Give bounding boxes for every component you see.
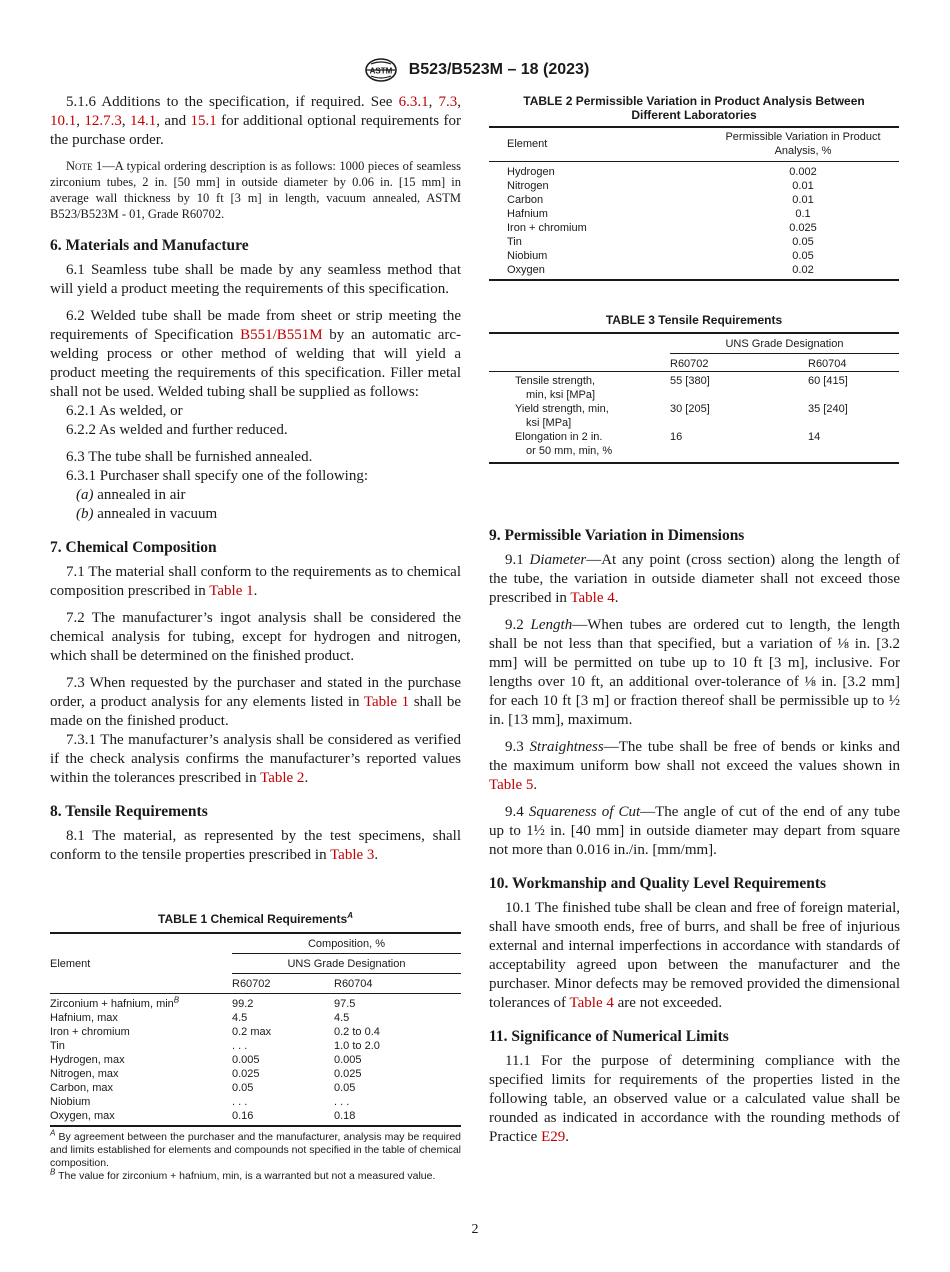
table-3-grid [489,332,899,464]
section-11-heading: 11. Significance of Numerical Limits [489,1028,729,1045]
table-1-grade-2-value: 4.5 [334,1012,350,1024]
table-3-property-cont: min, ksi [MPa] [526,389,596,401]
table-1-grade-2-value: 0.18 [334,1110,356,1122]
table-2-row [489,179,899,193]
table-1-grade-2-value: . . . [334,1096,350,1108]
table-2-variation-value: 0.05 [792,250,814,262]
paragraph-7-1: 7.1 The material shall conform to the requirements as to chemical composition prescribed in Table 1. [50,564,461,599]
section-6-heading: 6. Materials and Manufacture [50,237,249,254]
table-2-variation-value: 0.025 [789,222,817,234]
table-1-element: Oxygen, max [50,1110,115,1122]
table-3-property-cont: ksi [MPa] [526,417,572,429]
section-7-heading: 7. Chemical Composition [50,539,217,556]
table-2-element: Tin [507,236,522,248]
table-1-row [50,1039,461,1053]
table-3-header-uns: UNS Grade Designation [670,333,899,354]
ref-7-3[interactable]: 7.3 [438,94,458,110]
table-3-grade-2-value: 60 [415] [808,375,848,387]
paragraph-6-2: 6.2 Welded tube shall be made from sheet or strip meeting the requirements of Specification B551/B551M by an automatic arc-welding process or other method of welding that will yield a product meeting the requirements of this specification. Filler metal shall not be used. Welded tubing shall be supplied as follows: [50,308,462,400]
table-1-element: Iron + chromium [50,1026,130,1038]
table-3-property: Elongation in 2 in. [515,431,603,443]
table-3-row [489,402,899,430]
table-1-row [50,1095,461,1109]
table-2-variation-value: 0.02 [792,264,814,276]
paragraph-8-1: 8.1 The material, as represented by the test specimens, shall conform to the tensile properties prescribed in Table 3. [50,828,461,863]
table-2-header-element: Element [507,138,548,150]
ref-15-1[interactable]: 15.1 [190,113,217,129]
table-3-property-cell [489,372,670,403]
table-1-header-grade-1: R60702 [232,978,271,990]
table-1-row [50,1109,461,1123]
table-1-grade-2-value: 0.2 to 0.4 [334,1026,380,1038]
ref-table-3[interactable]: Table 3 [330,847,375,863]
paragraph-6-3: 6.3 The tube shall be furnished annealed. [66,449,313,465]
table-1-header-uns: UNS Grade Designation [232,954,461,974]
table-1-element: Niobium [50,1096,91,1108]
table-3-grade-1-value: 30 [205] [670,403,710,415]
table-1-header-grade-2: R60704 [334,978,373,990]
table-2-element: Oxygen [507,264,545,276]
table-2-header-variation: Permissible Variation in Product Analysis, % [725,131,881,157]
table-1 [50,912,461,1183]
table-1-element-cell [50,1109,232,1123]
table-2 [489,94,899,281]
table-2-element: Carbon [507,194,544,206]
table-2-row [489,221,899,235]
left-column [50,93,461,873]
paragraph-10-1: 10.1 The finished tube shall be clean and free of foreign material, shall have smooth ends, free of burrs, and shall be free of injurious external and internal imperfections in accordance with standards of acceptability agreed upon between the manufacturer and the purchaser. Minor defects may be removed provided the dimensional tolerances of Table 4 are not exceeded. [489,900,900,1011]
table-1-element: Zirconium + hafnium, min [50,998,174,1010]
table-1-element: Carbon, max [50,1082,113,1094]
astm-logo-icon [361,58,401,82]
table-1-element-cell [50,994,232,1012]
page-header [0,58,950,82]
table-1-element-cell [50,1067,232,1081]
table-1-grade-1-value: 0.05 [232,1082,254,1094]
table-2-variation-value: 0.01 [792,180,814,192]
paragraph-6-3-1: 6.3.1 Purchaser shall specify one of the following: [66,468,369,484]
table-1-row [50,994,461,1012]
option-b: (b) annealed in vacuum [76,506,218,522]
paragraph-7-3-1: 7.3.1 The manufacturer’s analysis shall be considered as verified if the check analysis confirms the manufacturer’s reported values within the tolerances prescribed in Table 2. [50,732,461,786]
ref-6-3-1[interactable]: 6.3.1 [398,94,429,110]
table-3-header-grade-2: R60704 [808,358,847,370]
table-2-row [489,235,899,249]
table-1-header-composition: Composition, % [232,933,461,954]
right-column [489,526,900,1155]
table-1-grade-1-value: 0.005 [232,1054,260,1066]
page-number: 2 [471,1222,479,1237]
table-3-grade-1-value: 16 [670,431,683,443]
table-1-grade-2-value: 0.005 [334,1054,362,1066]
table-1-element: Hydrogen, max [50,1054,125,1066]
table-1-grade-1-value: 0.16 [232,1110,254,1122]
table-1-element: Tin [50,1040,65,1052]
note-1: Note 1—A typical ordering description is as follows: 1000 pieces of seamless zirconium tubes, 2 in. [50 mm] in outside diameter by 0.06 in. [15 mm] in average wall thickness by 10 ft [3 m] in length, vacuum annealed, ASTM B523/B523M - 01, Grade R60702. [50,159,461,221]
table-1-grid [50,932,461,1123]
table-1-caption: TABLE 1 Chemical Requirements$^A$ [158,911,353,926]
ref-table-1-b[interactable]: Table 1 [363,694,410,710]
paragraph-9-3: 9.3 Straightness—The tube shall be free of bends or kinks and the maximum uniform bow shall not exceed the values shown in Table 5. [489,739,900,793]
ref-table-5[interactable]: Table 5 [489,777,534,793]
table-3-property: Yield strength, min, [515,403,609,415]
ref-table-4-b[interactable]: Table 4 [569,995,614,1011]
table-3-property-cell [489,430,670,463]
ref-10-1[interactable]: 10.1 [50,113,77,129]
table-3 [489,313,899,464]
table-3-header-grade-1: R60702 [670,358,709,370]
table-3-property-cont: or 50 mm, min, % [526,445,613,457]
ref-12-7-3[interactable]: 12.7.3 [84,113,122,129]
table-1-grade-1-value: . . . [232,1040,248,1052]
paragraph-11-1: 11.1 For the purpose of determining compliance with the specified limits for requirements of the properties listed in the following table, an observed value or a calculated value shall be rounded as indicated in accordance with the rounding methods of Practice E29. [489,1053,900,1145]
table-1-row [50,1053,461,1067]
table-3-property-cell [489,402,670,430]
table-2-caption: TABLE 2 Permissible Variation in Product Analysis Between Different Laboratories [523,94,865,122]
ref-b551[interactable]: B551/B551M [240,327,323,343]
table-1-element-cell [50,1081,232,1095]
table-2-variation-value: 0.01 [792,194,814,206]
paragraph-5-1-6: 5.1.6 Additions to the specification, if required. See 6.3.1, 7.3, 10.1, 12.7.3, 14.1, and 15.1 for additional optional requirements for the purchase order. [50,94,462,148]
table-2-row [489,249,899,263]
table-1-row [50,1011,461,1025]
ref-table-4[interactable]: Table 4 [570,590,615,606]
table-1-element-cell [50,1011,232,1025]
table-1-row [50,1025,461,1039]
table-2-element: Nitrogen [507,180,549,192]
table-2-row [489,207,899,221]
section-10-heading: 10. Workmanship and Quality Level Requirements [489,875,827,892]
table-1-grade-2-value: 97.5 [334,998,356,1010]
section-8-heading: 8. Tensile Requirements [50,803,208,820]
table-2-variation-value: 0.002 [789,166,817,178]
table-1-grade-2-value: 0.025 [334,1068,362,1080]
paragraph-9-4: 9.4 Squareness of Cut—The angle of cut of the end of any tube up to 1½ in. [40 mm] in outside diameter may depart from square not more than 0.016 in./in. [mm/mm]. [489,804,900,858]
table-2-row [489,193,899,207]
option-a: (a) annealed in air [76,487,186,503]
table-1-element-cell [50,1053,232,1067]
ref-14-1[interactable]: 14.1 [130,113,157,129]
table-2-element: Hafnium [507,208,548,220]
table-1-grade-1-value: 99.2 [232,998,254,1010]
table-1-footnote-a: $^A$ By agreement between the purchaser and the manufacturer, analysis may be required and limits established for elements and compounds not specified in the table of chemical composition. [50,1128,461,1169]
table-2-element: Hydrogen [507,166,555,178]
paragraph-9-1: 9.1 Diameter—At any point (cross section) along the length of the tube, the variation in outside diameter shall not exceed those prescribed in Table 4. [489,552,901,606]
paragraph-7-2: 7.2 The manufacturer’s ingot analysis shall be considered the chemical analysis for tubing, except for hydrogen and nitrogen, which shall be determined on the finished product. [50,610,461,664]
paragraph-6-2-2: 6.2.2 As welded and further reduced. [66,422,288,438]
table-3-grade-1-value: 55 [380] [670,375,710,387]
table-1-header-element: Element [50,933,232,994]
table-1-element-cell [50,1095,232,1109]
section-9-heading: 9. Permissible Variation in Dimensions [489,527,745,544]
paragraph-6-1: 6.1 Seamless tube shall be made by any seamless method that will yield a product meeting the requirements of this specification. [50,262,461,297]
paragraph-6-2-1: 6.2.1 As welded, or [66,403,183,419]
table-2-grid [489,126,899,281]
table-1-grade-2-value: 0.05 [334,1082,356,1094]
table-1-element-footnote-mark: B [173,995,180,1005]
document-designation: B523/B523M – 18 (2023) [408,61,590,78]
table-1-grade-2-value: 1.0 to 2.0 [334,1040,380,1052]
table-2-element: Iron + chromium [507,222,587,234]
table-1-row [50,1081,461,1095]
table-3-row [489,430,899,463]
svg-text:ASTM: ASTM [369,66,393,76]
table-2-row [489,263,899,280]
table-3-grade-2-value: 14 [808,431,821,443]
table-1-row [50,1067,461,1081]
table-3-row [489,372,899,403]
table-1-grade-1-value: 0.2 max [232,1026,272,1038]
table-1-grade-1-value: . . . [232,1096,248,1108]
table-1-footnote-b: $^B$ The value for zirconium + hafnium, min, is a warranted but not a measured value. [50,1167,436,1182]
table-2-variation-value: 0.05 [792,236,814,248]
table-1-grade-1-value: 4.5 [232,1012,248,1024]
table-2-row [489,162,899,180]
table-1-element: Hafnium, max [50,1012,118,1024]
ref-e29[interactable]: E29 [541,1129,566,1145]
table-1-element-cell [50,1039,232,1053]
table-3-grade-2-value: 35 [240] [808,403,848,415]
ref-table-2[interactable]: Table 2 [260,770,305,786]
table-2-element: Niobium [507,250,548,262]
table-1-grade-1-value: 0.025 [232,1068,260,1080]
table-3-caption: TABLE 3 Tensile Requirements [605,313,783,327]
paragraph-7-3: 7.3 When requested by the purchaser and stated in the purchase order, a product analysis for any elements listed in Table 1 shall be made on the finished product. [50,675,461,729]
table-2-variation-value: 0.1 [795,208,811,220]
table-1-element-cell [50,1025,232,1039]
ref-table-1[interactable]: Table 1 [209,583,254,599]
paragraph-9-2: 9.2 Length—When tubes are ordered cut to length, the length shall be not less than that specified, but a variation of ⅛ in. [3.2 mm] will be permitted on tube up to 10 ft [3 m], inclusive. For lengths over 10 ft, an additional over-tolerance of ⅛ in. [3.2 mm] for each 10 ft [3 m] or fraction thereof shall be permissible up to ½ in. [13 mm], maximum. [489,617,901,728]
table-1-element: Nitrogen, max [50,1068,119,1080]
table-3-property: Tensile strength, [515,375,596,387]
